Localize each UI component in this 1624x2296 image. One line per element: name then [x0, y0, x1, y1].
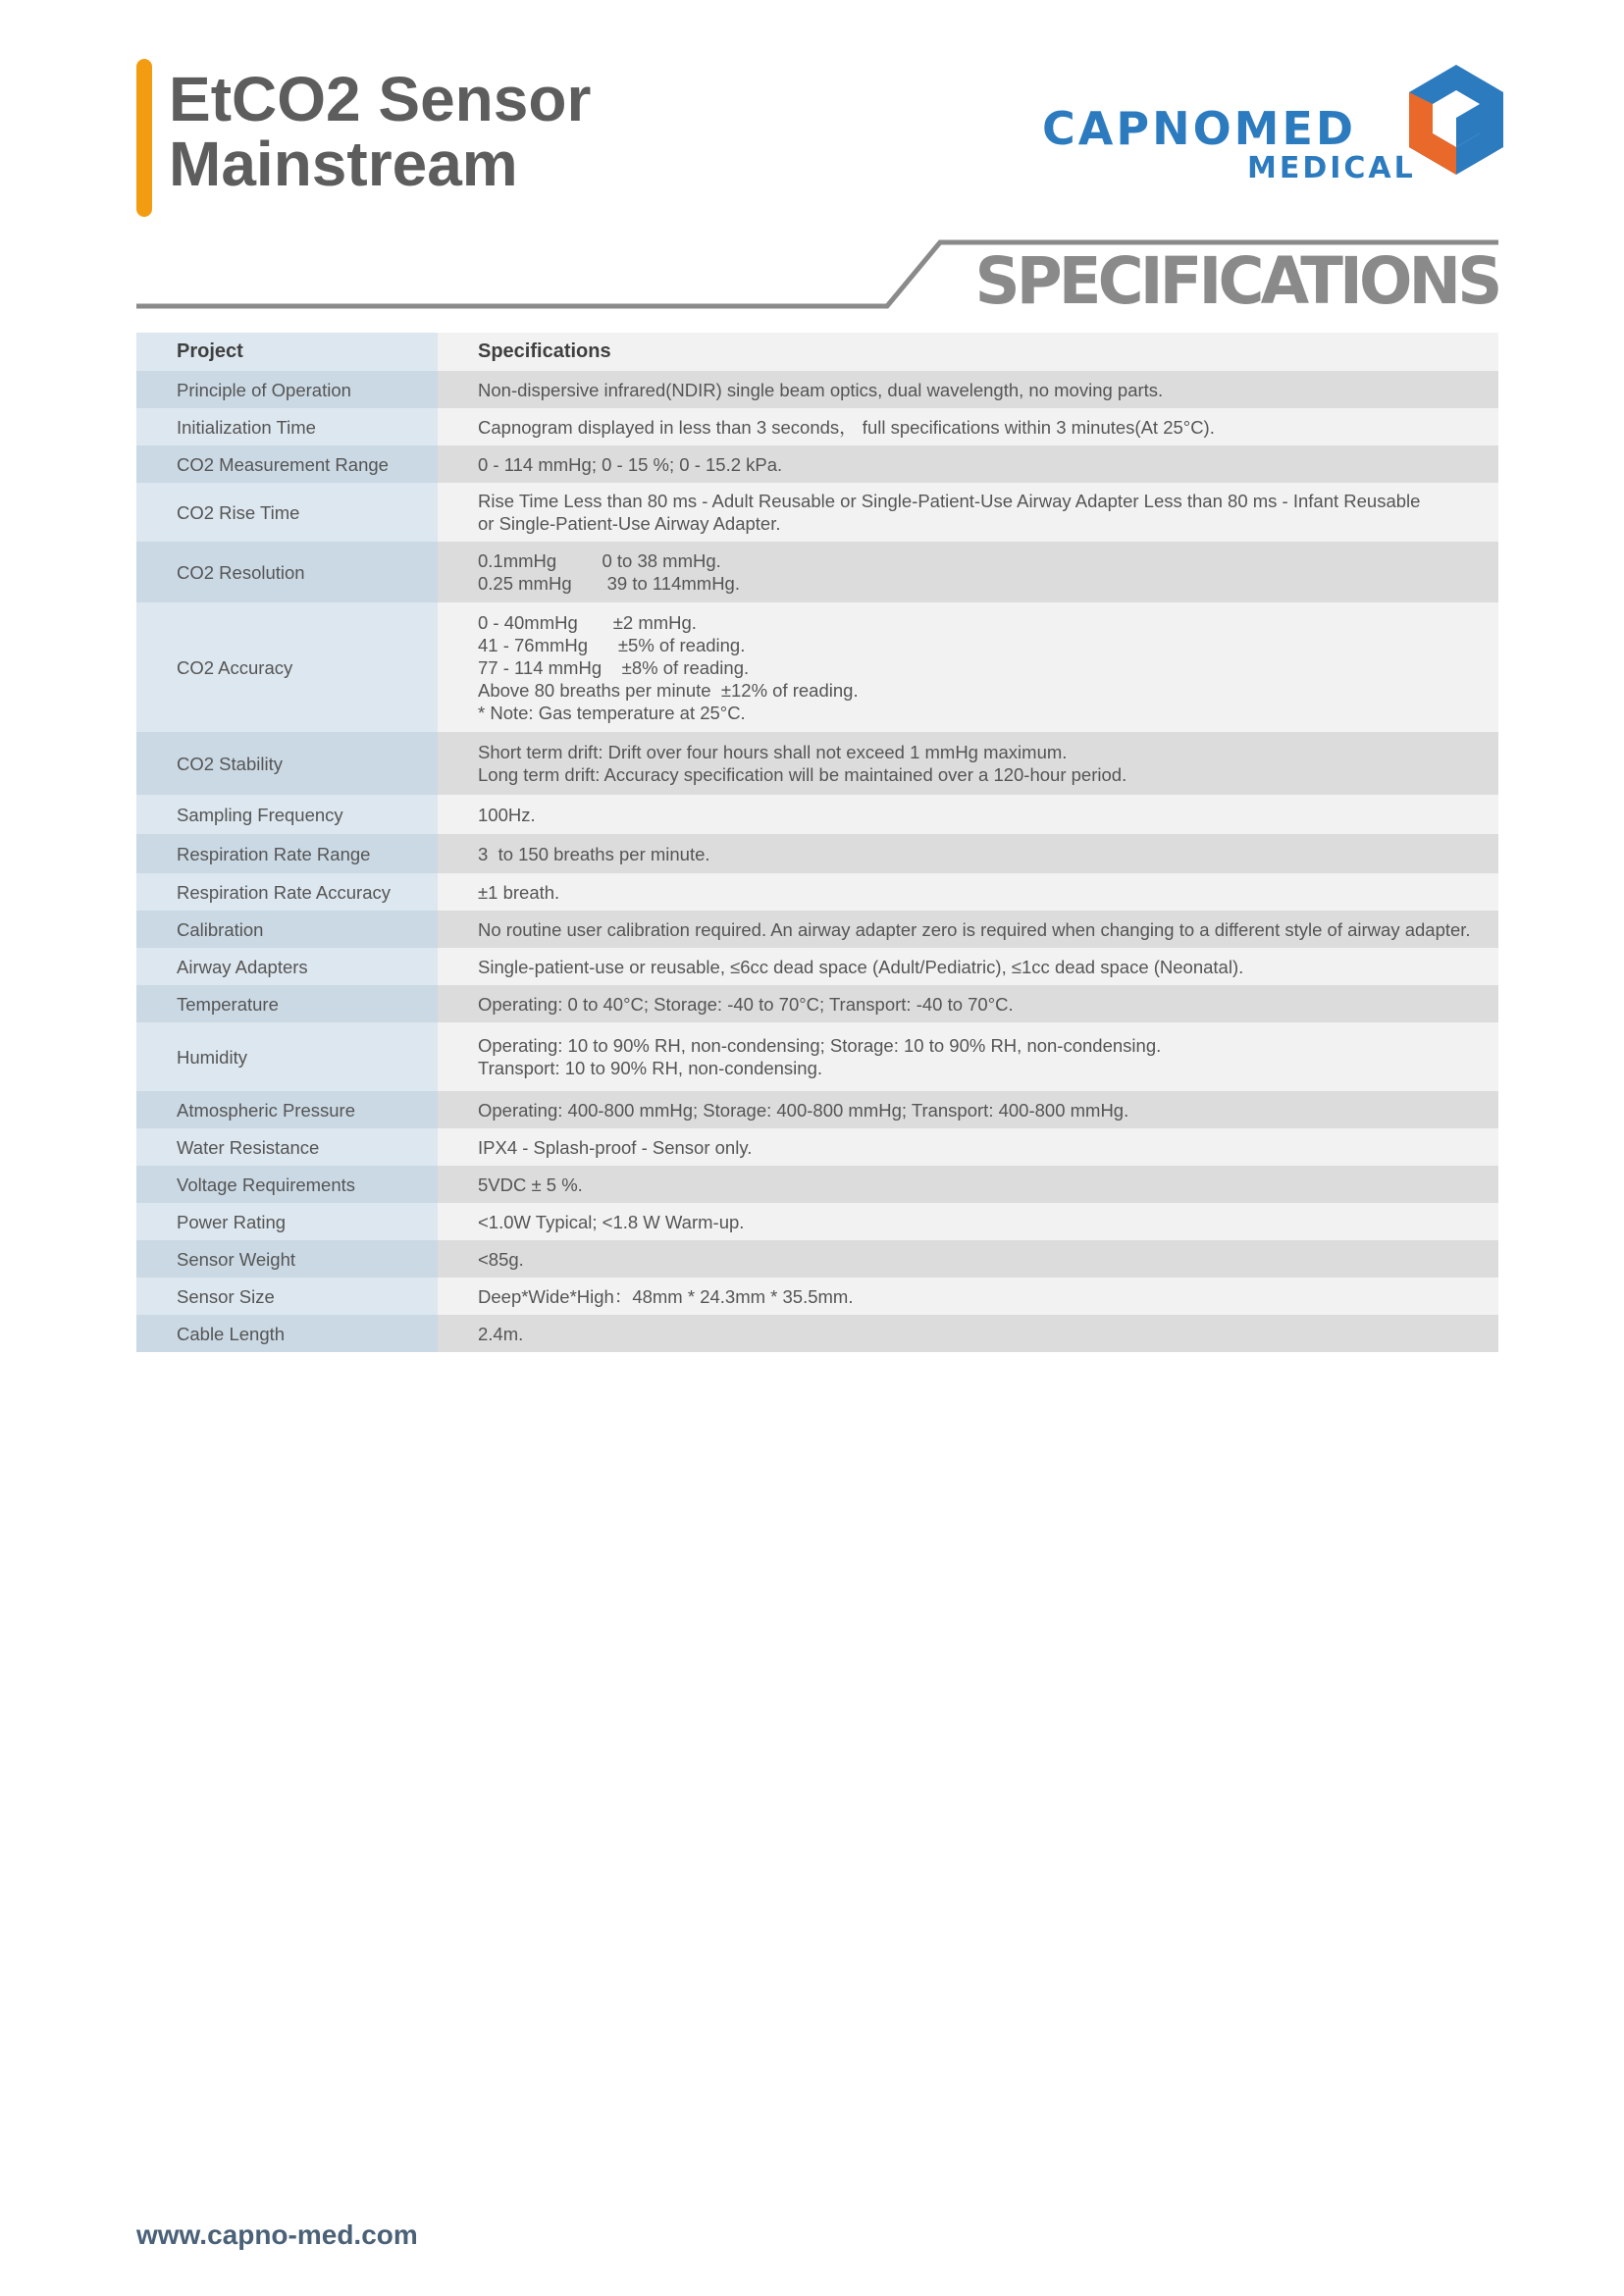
table-row	[136, 1315, 1498, 1352]
table-row	[136, 911, 1498, 948]
logo-name: CAPNOMED	[1042, 102, 1357, 155]
table-row	[136, 1240, 1498, 1278]
spec-value	[438, 948, 1498, 985]
table-row	[136, 873, 1498, 911]
header-project: Project	[136, 333, 438, 371]
spec-value-line: ±1 breath.	[478, 881, 560, 903]
spec-label: Humidity	[136, 1022, 438, 1091]
table-row	[136, 1278, 1498, 1315]
spec-value-line: 0 - 40mmHg ±2 mmHg.	[478, 611, 697, 633]
logo-sub: MEDICAL	[1247, 151, 1416, 185]
spec-label: Cable Length	[136, 1315, 438, 1352]
spec-value-line: Short term drift: Drift over four hours shall not exceed 1 mmHg maximum.	[478, 742, 1068, 762]
spec-value	[438, 371, 1498, 408]
table-row	[136, 834, 1498, 873]
section-heading: SPECIFICATIONS	[974, 243, 1498, 319]
table-row	[136, 985, 1498, 1022]
spec-value	[438, 732, 1498, 795]
spec-value	[438, 1240, 1498, 1278]
spec-value-line: Single-patient-use or reusable, ≤6cc dead space (Adult/Pediatric), ≤1cc dead space (Neonatal).	[478, 956, 1244, 977]
spec-label: CO2 Stability	[136, 732, 438, 795]
table-row	[136, 1091, 1498, 1128]
spec-label: CO2 Measurement Range	[136, 445, 438, 483]
spec-label: Temperature	[136, 985, 438, 1022]
title-line-1: EtCO2 Sensor	[169, 64, 592, 134]
spec-value	[438, 795, 1498, 834]
spec-value	[438, 873, 1498, 911]
spec-value-line: <1.0W Typical; <1.8 W Warm-up.	[478, 1211, 745, 1232]
title-line-2: Mainstream	[169, 129, 518, 199]
spec-value-line: Operating: 400-800 mmHg; Storage: 400-800 mmHg; Transport: 400-800 mmHg.	[478, 1099, 1129, 1121]
spec-value-line: or Single-Patient-Use Airway Adapter.	[478, 513, 781, 534]
table-row	[136, 795, 1498, 834]
website-link[interactable]: www.capno-med.com	[136, 2219, 418, 2250]
spec-value-line: 0 - 114 mmHg; 0 - 15 %; 0 - 15.2 kPa.	[478, 453, 783, 475]
spec-value-line: 0.1mmHg 0 to 38 mmHg.	[478, 550, 721, 571]
spec-label: Airway Adapters	[136, 948, 438, 985]
spec-value-line: 100Hz.	[478, 804, 536, 825]
spec-value	[438, 1128, 1498, 1166]
spec-value	[438, 1091, 1498, 1128]
spec-value	[438, 1278, 1498, 1315]
spec-label: Respiration Rate Range	[136, 834, 438, 873]
table-row	[136, 602, 1498, 732]
spec-label: Calibration	[136, 911, 438, 948]
spec-value-line: 3 to 150 breaths per minute.	[478, 843, 710, 864]
spec-label: Voltage Requirements	[136, 1166, 438, 1203]
spec-value-line: Operating: 10 to 90% RH, non-condensing; Storage: 10 to 90% RH, non-condensing.	[478, 1035, 1162, 1056]
table-row	[136, 408, 1498, 445]
header-specifications: Specifications	[438, 333, 1498, 371]
table-row	[136, 1203, 1498, 1240]
spec-value	[438, 834, 1498, 873]
spec-label: CO2 Resolution	[136, 542, 438, 602]
table-row	[136, 371, 1498, 408]
spec-value	[438, 542, 1498, 602]
spec-value-line: 2.4m.	[478, 1323, 524, 1344]
spec-label: Sensor Weight	[136, 1240, 438, 1278]
spec-label: Initialization Time	[136, 408, 438, 445]
table-row	[136, 1022, 1498, 1091]
spec-label: CO2 Rise Time	[136, 483, 438, 542]
spec-value-line: Long term drift: Accuracy specification will be maintained over a 120-hour period.	[478, 764, 1127, 785]
spec-value	[438, 445, 1498, 483]
spec-label: Respiration Rate Accuracy	[136, 873, 438, 911]
spec-value	[438, 408, 1498, 445]
table-header-row	[136, 333, 1498, 371]
spec-value	[438, 602, 1498, 732]
spec-value-line: Operating: 0 to 40°C; Storage: -40 to 70°C; Transport: -40 to 70°C.	[478, 993, 1014, 1015]
spec-value	[438, 1203, 1498, 1240]
spec-value-line: IPX4 - Splash-proof - Sensor only.	[478, 1136, 753, 1158]
spec-value-line: No routine user calibration required. An airway adapter zero is required when changing to a different style of airway adapter.	[478, 918, 1471, 940]
specifications-table	[136, 333, 1498, 1352]
spec-value-line: Capnogram displayed in less than 3 seconds， full specifications within 3 minutes(At 25°C).	[478, 416, 1215, 438]
spec-label: Principle of Operation	[136, 371, 438, 408]
spec-value-line: Deep*Wide*High：48mm * 24.3mm * 35.5mm.	[478, 1285, 854, 1307]
table-row	[136, 483, 1498, 542]
spec-label: CO2 Accuracy	[136, 602, 438, 732]
spec-value-line: Transport: 10 to 90% RH, non-condensing.	[478, 1058, 823, 1078]
table-row	[136, 1166, 1498, 1203]
spec-value	[438, 985, 1498, 1022]
spec-value	[438, 911, 1498, 948]
spec-value	[438, 1315, 1498, 1352]
spec-label: Sampling Frequency	[136, 795, 438, 834]
spec-value-line: 77 - 114 mmHg ±8% of reading.	[478, 656, 750, 678]
spec-value-line: <85g.	[478, 1248, 524, 1270]
table-row	[136, 732, 1498, 795]
spec-label: Sensor Size	[136, 1278, 438, 1315]
table-row	[136, 1128, 1498, 1166]
spec-label: Atmospheric Pressure	[136, 1091, 438, 1128]
spec-value-line: 41 - 76mmHg ±5% of reading.	[478, 634, 746, 655]
spec-value-line: Non-dispersive infrared(NDIR) single beam optics, dual wavelength, no moving parts.	[478, 379, 1164, 400]
spec-label: Water Resistance	[136, 1128, 438, 1166]
spec-value-line: 5VDC ± 5 %.	[478, 1174, 583, 1195]
spec-value-line: 0.25 mmHg 39 to 114mmHg.	[478, 573, 740, 594]
spec-value	[438, 1166, 1498, 1203]
spec-value	[438, 483, 1498, 542]
spec-value-line: Rise Time Less than 80 ms - Adult Reusable or Single-Patient-Use Airway Adapter Less than 80 ms - Infant Reusable	[478, 491, 1421, 511]
spec-value-line: * Note: Gas temperature at 25°C.	[478, 702, 746, 723]
spec-label: Power Rating	[136, 1203, 438, 1240]
table-row	[136, 948, 1498, 985]
table-row	[136, 542, 1498, 602]
spec-value	[438, 1022, 1498, 1091]
spec-value-line: Above 80 breaths per minute ±12% of reading.	[478, 679, 859, 701]
table-row	[136, 445, 1498, 483]
